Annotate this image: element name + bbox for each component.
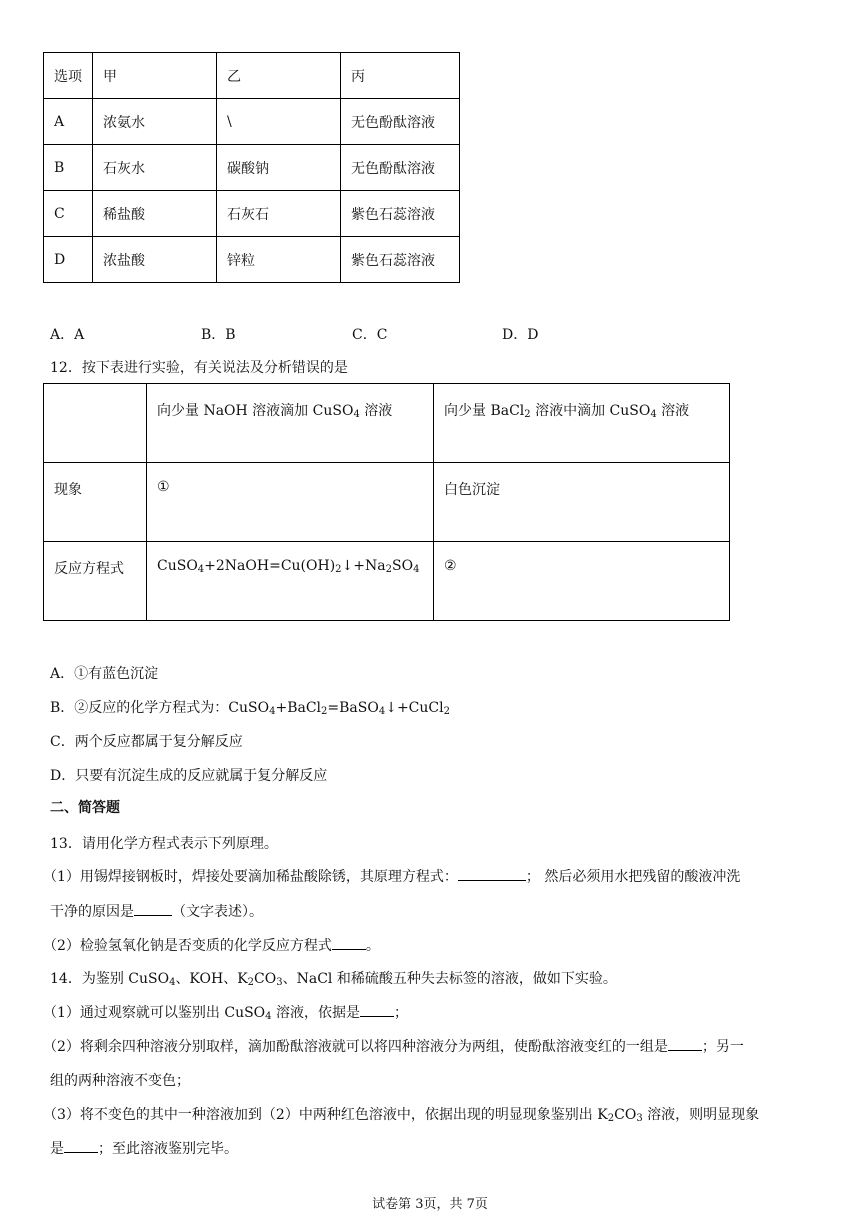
table-row — [44, 99, 460, 145]
table-cell: 乙 — [217, 53, 341, 99]
formula-text: ↓+Na — [341, 558, 386, 574]
subscript: 3 — [276, 977, 283, 988]
table-cell: 无色酚酞溶液 — [341, 145, 460, 191]
subscript: 4 — [413, 564, 420, 575]
table-cell: 石灰石 — [217, 191, 341, 237]
table-header-row — [44, 384, 730, 463]
question-text: 干净的原因是 — [50, 904, 134, 920]
table-cell: D — [44, 237, 93, 283]
question-text: （2）将剩余四种溶液分别取样，滴加酚酞溶液就可以将四种溶液分为两组，使酚酞溶液变红的一组是 — [43, 1039, 668, 1055]
answer-blank[interactable] — [458, 866, 526, 881]
question-text: 、NaCl 和稀硫酸五种失去标签的溶液，做如下实验。 — [282, 971, 617, 987]
option-text: =BaSO — [327, 700, 379, 716]
table-cell: 无色酚酞溶液 — [341, 99, 460, 145]
q12-table — [43, 383, 730, 621]
question-text: 是 — [50, 1141, 64, 1157]
table-cell: 锌粒 — [217, 237, 341, 283]
table-cell — [44, 384, 147, 463]
table-cell: 丙 — [341, 53, 460, 99]
subscript: 4 — [269, 706, 276, 717]
question-text: 溶液，则明显现象 — [642, 1107, 760, 1123]
question-text: 、KOH、K — [175, 971, 248, 987]
header-text: 溶液 — [656, 403, 690, 419]
q13-part2 — [43, 935, 380, 955]
option-text: +BaCl — [275, 700, 322, 716]
table-cell: 紫色石蕊溶液 — [341, 191, 460, 237]
option-b[interactable] — [50, 697, 450, 717]
subscript: 2 — [321, 706, 328, 717]
q13-stem: 13．请用化学方程式表示下列原理。 — [50, 836, 278, 852]
header-text: 溶液 — [359, 403, 393, 419]
table-cell — [147, 384, 434, 463]
subscript: 4 — [650, 409, 657, 420]
subscript: 2 — [607, 1113, 615, 1124]
question-text: （1）通过观察就可以鉴别出 CuSO — [43, 1005, 266, 1021]
table-cell: ① — [147, 463, 434, 542]
formula-text: +2NaOH=Cu(OH) — [204, 558, 336, 574]
q14-part1 — [43, 1002, 408, 1022]
q11-table — [43, 52, 460, 283]
section-heading: 二、简答题 — [50, 800, 120, 816]
question-text: 。 — [365, 938, 380, 954]
q13-part1-line1 — [43, 866, 740, 886]
table-cell — [434, 384, 730, 463]
table-cell: C — [44, 191, 93, 237]
answer-blank[interactable] — [360, 1002, 394, 1017]
question-text: ； 然后必须用水把残留的酸液冲洗 — [525, 869, 741, 885]
q12-stem: 12．按下表进行实验，有关说法及分析错误的是 — [50, 360, 348, 376]
table-row — [44, 145, 460, 191]
header-text: 溶液中滴加 CuSO — [530, 403, 651, 419]
table-cell: B — [44, 145, 93, 191]
header-text: 向少量 NaOH 溶液滴加 CuSO — [157, 403, 354, 419]
subscript: 3 — [636, 1113, 643, 1124]
table-cell — [147, 542, 434, 621]
page-footer: 试卷第 3页，共 7页 — [372, 1197, 488, 1212]
answer-blank[interactable] — [64, 1138, 98, 1153]
formula-text: CuSO — [157, 558, 198, 574]
question-text: 14．为鉴别 CuSO — [50, 971, 170, 987]
q14-stem — [50, 968, 617, 988]
table-cell: ② — [434, 542, 730, 621]
question-text: ；至此溶液鉴别完毕。 — [98, 1141, 238, 1157]
option-text: B．②反应的化学方程式为：CuSO — [50, 700, 270, 716]
question-text: （1）用锡焊接钢板时，焊接处要滴加稀盐酸除锈，其原理方程式： — [43, 869, 458, 885]
question-text: CO — [614, 1107, 637, 1123]
header-text: 向少量 BaCl — [444, 403, 525, 419]
question-text: ；另一 — [701, 1039, 744, 1055]
question-text: ； — [393, 1005, 408, 1021]
answer-blank[interactable] — [668, 1036, 702, 1051]
question-text: 溶液，依据是 — [271, 1005, 360, 1021]
table-cell: 白色沉淀 — [434, 463, 730, 542]
q13-part1-line2 — [50, 901, 263, 921]
table-cell: 甲 — [93, 53, 217, 99]
subscript: 2 — [247, 977, 255, 988]
option-b[interactable]: B．B — [201, 327, 236, 343]
table-cell: 选项 — [44, 53, 93, 99]
option-d[interactable]: D．D — [502, 327, 539, 343]
table-cell: 紫色石蕊溶液 — [341, 237, 460, 283]
table-cell: 碳酸钠 — [217, 145, 341, 191]
table-cell: 石灰水 — [93, 145, 217, 191]
option-c[interactable]: C．两个反应都属于复分解反应 — [50, 734, 243, 750]
table-cell: 稀盐酸 — [93, 191, 217, 237]
subscript: 4 — [265, 1011, 272, 1022]
subscript: 2 — [443, 706, 450, 717]
q14-part3-line2 — [50, 1138, 238, 1158]
question-text: （文字表述）。 — [172, 904, 263, 920]
table-row — [44, 191, 460, 237]
q14-part3-line1 — [43, 1104, 759, 1124]
option-a[interactable]: A．A — [50, 327, 85, 343]
table-cell: 现象 — [44, 463, 147, 542]
subscript: 4 — [353, 409, 360, 420]
option-a[interactable]: A．①有蓝色沉淀 — [50, 666, 159, 682]
table-row — [44, 237, 460, 283]
table-cell: 浓氨水 — [93, 99, 217, 145]
option-d[interactable]: D．只要有沉淀生成的反应就属于复分解反应 — [50, 768, 328, 784]
subscript: 4 — [378, 706, 386, 717]
table-header-row — [44, 53, 460, 99]
question-text: （2）检验氢氧化钠是否变质的化学反应方程式 — [43, 938, 332, 954]
formula-text: SO — [391, 558, 414, 574]
q14-part2-line1 — [43, 1036, 744, 1056]
subscript: 4 — [197, 564, 205, 575]
subscript: 2 — [385, 564, 392, 575]
question-text: CO — [254, 971, 277, 987]
option-text: ↓+CuCl — [385, 700, 444, 716]
question-text: （3）将不变色的其中一种溶液加到（2）中两种红色溶液中，依据出现的明显现象鉴别出 K — [43, 1107, 608, 1123]
answer-blank[interactable] — [332, 935, 366, 950]
q14-part2-line2: 组的两种溶液不变色； — [50, 1073, 190, 1089]
table-cell: 浓盐酸 — [93, 237, 217, 283]
table-row — [44, 542, 730, 621]
subscript: 2 — [335, 564, 342, 575]
subscript: 4 — [169, 977, 176, 988]
option-c[interactable]: C．C — [352, 327, 388, 343]
subscript: 2 — [524, 409, 531, 420]
table-row — [44, 463, 730, 542]
table-cell: A — [44, 99, 93, 145]
table-cell: 反应方程式 — [44, 542, 147, 621]
answer-blank[interactable] — [134, 901, 172, 916]
table-cell: \ — [217, 99, 341, 145]
